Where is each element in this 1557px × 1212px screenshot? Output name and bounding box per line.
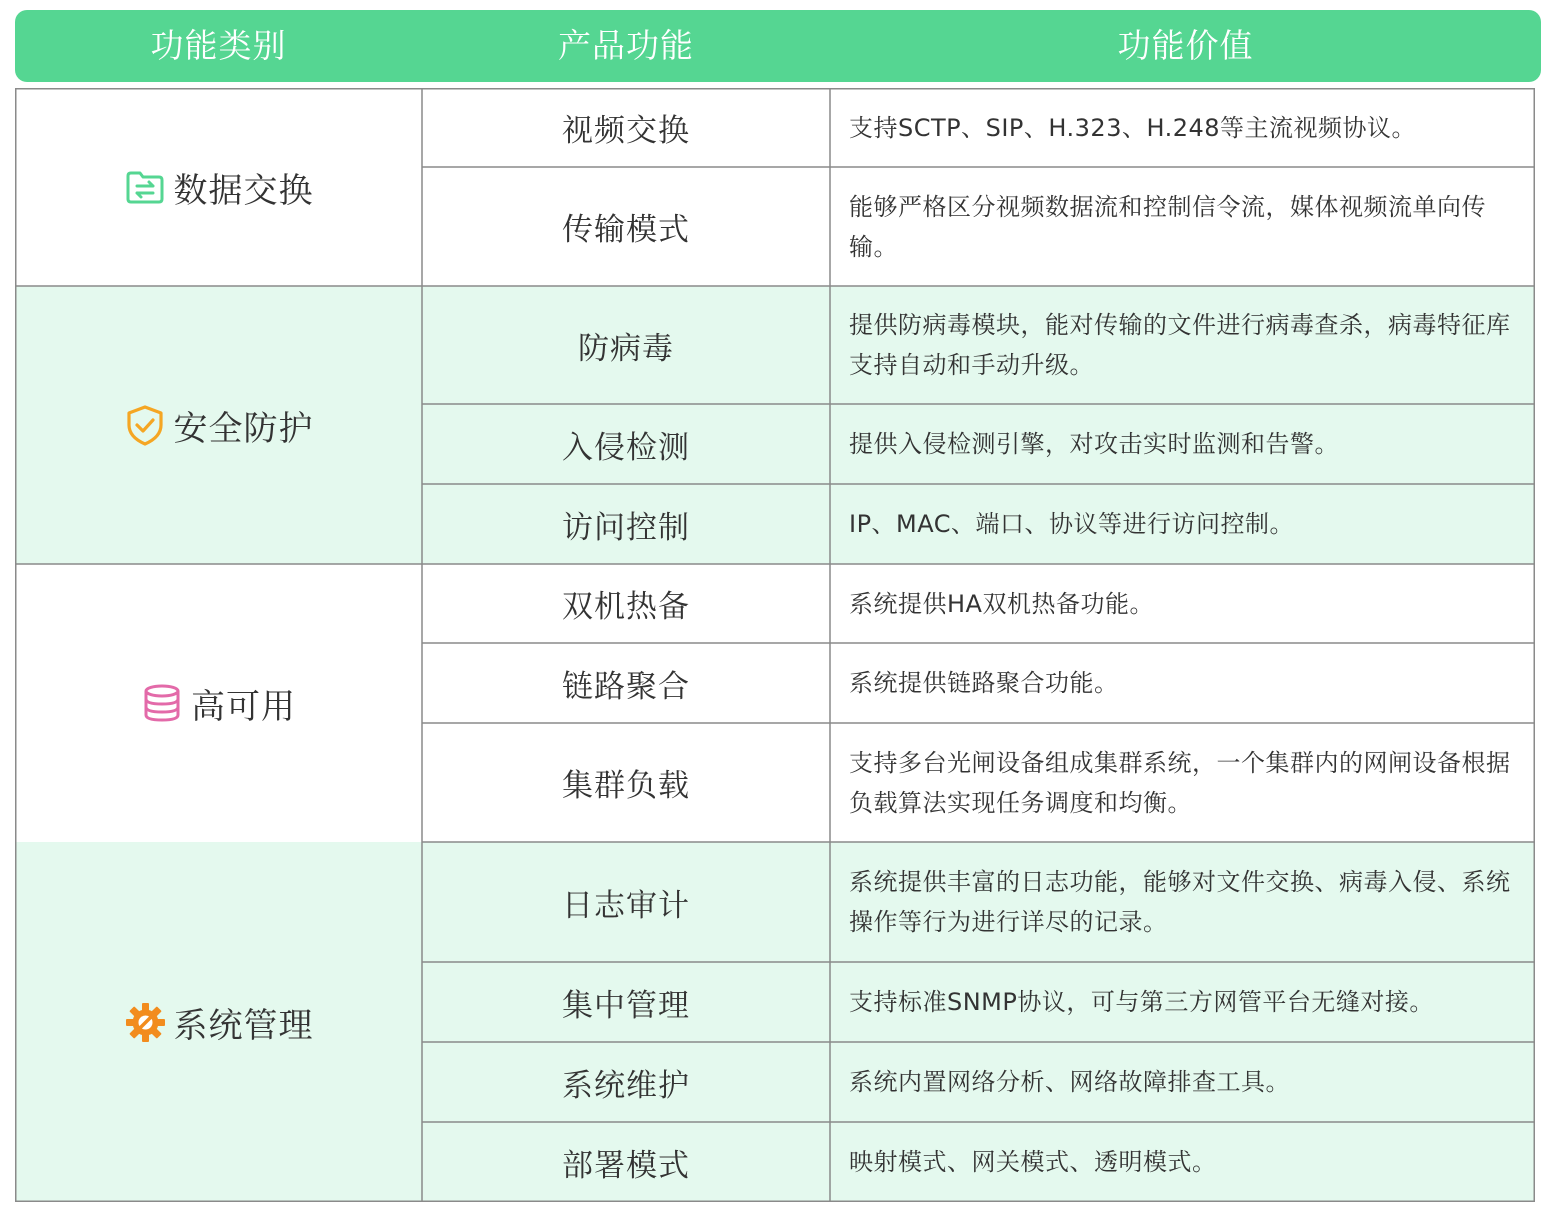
- feature-cell: 入侵检测: [562, 429, 690, 466]
- category-label: 系统管理: [173, 1005, 314, 1046]
- value-cell: IP、MAC、端口、协议等进行访问控制。: [849, 510, 1295, 538]
- feature-table: [15, 88, 1535, 1202]
- category-system-management: [15, 842, 422, 1202]
- value-cell: 系统内置网络分析、网络故障排查工具。: [849, 1068, 1290, 1096]
- feature-cell: 集群负载: [562, 768, 690, 804]
- value-cell: 支持多台光闸设备组成集群系统，一个集群内的网闸设备根据负载算法实现任务调度和均衡。: [849, 748, 1511, 817]
- category-data-exchange: [15, 88, 422, 286]
- value-cell: 系统提供丰富的日志功能，能够对文件交换、病毒入侵、系统操作等行为进行详尽的记录。: [849, 868, 1511, 936]
- value-cell: 系统提供链路聚合功能。: [849, 669, 1119, 697]
- category-label: 安全防护: [173, 408, 314, 449]
- shield-check-icon: [124, 404, 166, 446]
- folder-exchange-icon: [124, 166, 166, 208]
- value-cell: 提供防病毒模块，能对传输的文件进行病毒查杀，病毒特征库支持自动和手动升级。: [849, 311, 1511, 379]
- feature-cell: 视频交换: [562, 113, 690, 149]
- category-label: 数据交换: [173, 170, 314, 211]
- database-icon: [141, 682, 183, 724]
- category-high-availability: [15, 564, 422, 842]
- value-cell: 支持标准SNMP协议，可与第三方网管平台无缝对接。: [849, 988, 1434, 1016]
- value-cell: 映射模式、网关模式、透明模式。: [849, 1148, 1217, 1176]
- feature-cell: 防病毒: [578, 330, 674, 367]
- header-category: 功能类别: [150, 26, 287, 65]
- value-cell: 提供入侵检测引擎，对攻击实时监测和告警。: [849, 430, 1339, 458]
- value-cell: 能够严格区分视频数据流和控制信令流，媒体视频流单向传输。: [849, 192, 1486, 261]
- header-feature: 产品功能: [558, 26, 694, 65]
- value-cell: 支持SCTP、SIP、H.323、H.248等主流视频协议。: [849, 113, 1417, 142]
- feature-cell: 集中管理: [562, 987, 690, 1024]
- feature-cell: 链路聚合: [562, 668, 690, 705]
- feature-cell: 系统维护: [562, 1067, 690, 1104]
- category-label: 高可用: [191, 686, 296, 727]
- feature-cell: 部署模式: [562, 1147, 690, 1184]
- gear-wrench-icon: [124, 1001, 166, 1043]
- category-security: [15, 286, 422, 564]
- feature-cell: 传输模式: [562, 212, 690, 248]
- header-value: 功能价值: [1117, 26, 1254, 65]
- feature-cell: 日志审计: [562, 887, 690, 924]
- feature-cell: 双机热备: [562, 589, 690, 625]
- table-header: [15, 10, 1541, 82]
- feature-cell: 访问控制: [562, 509, 690, 546]
- value-cell: 系统提供HA双机热备功能。: [849, 589, 1154, 618]
